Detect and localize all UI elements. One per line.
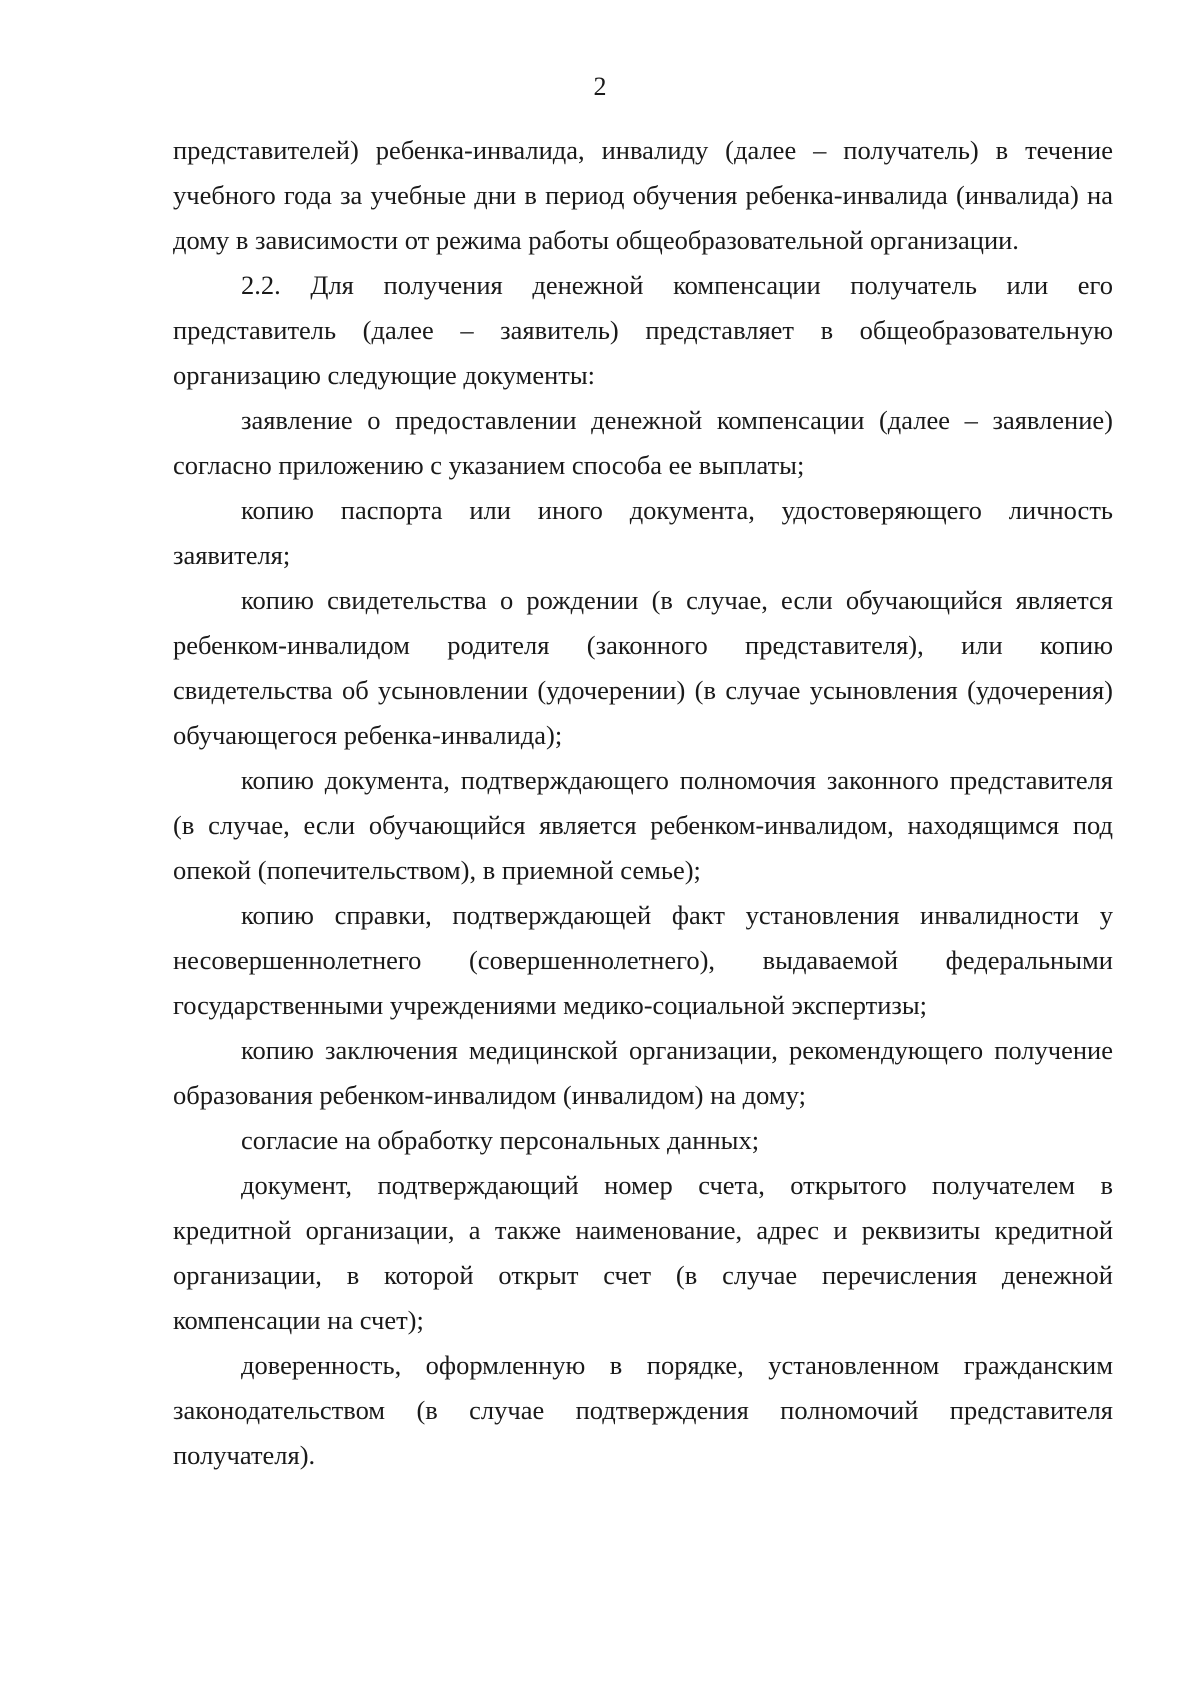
document-body <box>173 128 1113 1478</box>
paragraph-clause-2-2: 2.2. Для получения денежной компенсации получатель или его представитель (далее – заявитель) представляет в общеобразовательную организацию следующие документы: <box>173 270 1113 390</box>
list-item-application: заявление о предоставлении денежной компенсации (далее – заявление) согласно приложению с указанием способа ее выплаты; <box>173 405 1113 480</box>
list-item-bank-account: документ, подтверждающий номер счета, открытого получателем в кредитной организации, а также наименование, адрес и реквизиты кредитной организации, в которой открыт счет (в случае перечисления денежной компенсации на счет); <box>173 1170 1113 1335</box>
list-item-medical-conclusion: копию заключения медицинской организации, рекомендующего получение образования ребенком-инвалидом (инвалидом) на дому; <box>173 1035 1113 1110</box>
list-item-disability-certificate: копию справки, подтверждающей факт установления инвалидности у несовершеннолетнего (совершеннолетнего), выдаваемой федеральными государственными учреждениями медико-социальной экспертизы; <box>173 900 1113 1020</box>
paragraph-continuation: представителей) ребенка-инвалида, инвалиду (далее – получатель) в течение учебного года за учебные дни в период обучения ребенка-инвалида (инвалида) на дому в зависимости от режима работы общеобразовательной организации. <box>173 135 1113 255</box>
list-item-guardian-document: копию документа, подтверждающего полномочия законного представителя (в случае, если обучающийся является ребенком-инвалидом, находящимся под опекой (попечительством), в приемной семье); <box>173 765 1113 885</box>
list-item-data-consent: согласие на обработку персональных данных; <box>241 1125 760 1155</box>
list-item-passport-copy: копию паспорта или иного документа, удостоверяющего личность заявителя; <box>173 495 1113 570</box>
list-item-birth-certificate: копию свидетельства о рождении (в случае, если обучающийся является ребенком-инвалидом родителя (законного представителя), или копию свидетельства об усыновлении (удочерении) (в случае усыновления (удочерения) обучающегося ребенка-инвалида); <box>173 585 1113 750</box>
list-item-power-of-attorney: доверенность, оформленную в порядке, установленном гражданским законодательством (в случае подтверждения полномочий представителя получателя). <box>173 1350 1113 1470</box>
page-number: 2 <box>593 72 607 101</box>
